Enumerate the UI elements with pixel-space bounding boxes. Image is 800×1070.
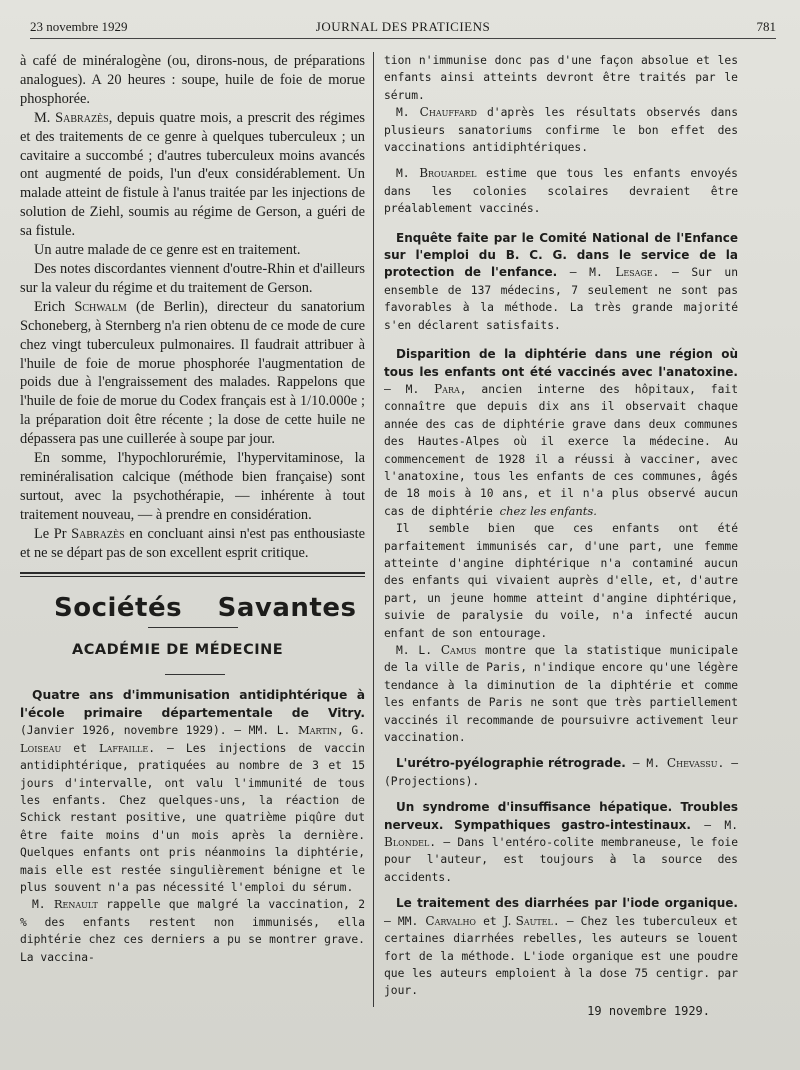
spacer: [384, 218, 738, 230]
author-name: Sabrazès: [55, 109, 109, 126]
spacer: [384, 334, 738, 346]
header-date: 23 novembre 1929: [30, 19, 128, 34]
spacer: [20, 675, 365, 687]
text-segment: et: [61, 741, 99, 755]
article-iode-organique: [384, 895, 738, 999]
paragraph-left-7: [20, 525, 365, 563]
paragraph-left-3: Un autre malade de ce genre est en traitement.: [34, 242, 301, 259]
spacer: [384, 790, 738, 799]
text-segment: — M.: [625, 757, 667, 771]
article-title: Disparition de la diphtérie dans une région où tous les enfants ont été vaccinés avec l'anatoxine.: [384, 347, 738, 379]
author-name: Chauffard: [419, 105, 477, 120]
article-title: Quatre ans d'immunisation antidiphtérique à l'école primaire départementale de Vitry.: [20, 688, 365, 720]
paragraph-immunises: Il semble bien que ces enfants ont été parfaitement immunisés car, d'une part, une femme atteinte d'angine diphtérique n'a contaminé aucun des enfants qui vivaient auprès d'elle, et, d'autre part, un jeune homme atteint d'angine diphtérique, suivie de paralysie du voile, n'a infecté aucun enfant de son entourage.: [384, 522, 738, 640]
article-title: Le traitement des diarrhées par l'iode organique.: [396, 896, 738, 911]
spacer: [384, 746, 738, 755]
text-prefix: Erich: [34, 298, 75, 315]
article-renault: [20, 896, 365, 966]
text-body: en concluant ainsi n'est pas enthousiaste et ne se départ pas de son excellent esprit critique.: [20, 525, 365, 561]
page-header: [30, 16, 776, 39]
text-body: estime que tous les enfants envoyés dans les colonies scolaires devraient être préalablement vaccinés.: [384, 167, 738, 216]
text-prefix: M.: [34, 109, 56, 126]
journal-title: JOURNAL DES PRATICIENS: [315, 19, 491, 34]
text-prefix: M.: [396, 106, 420, 120]
author-name: Chevassu: [666, 756, 718, 771]
text-body: . — Dans l'entéro-colite membraneuse, le foie pour l'auteur, est toujours à la source des accidents.: [384, 836, 738, 884]
text-prefix: M.: [32, 898, 54, 912]
text-prefix: Le Pr: [34, 525, 72, 542]
spacer: [384, 886, 738, 895]
author-name: Lesage: [615, 265, 653, 280]
text-body: (de Berlin), directeur du sanatorium Schoneberg, à Sternberg n'a rien obtenu de ce mode de cure chez vingt tuberculeux pulmonaires. Il faudrait attribuer à l'huile de foie de morue phosphorée l'augmentation de poids due à l'engraissement des malades. Rappelons que l'huile de foie de morue du Codex français est à 1/10.000e ; la préparation doit être récente ; la dose de cette huile ne dépassera pas une cuillerée à soupe par jour.: [20, 298, 365, 448]
text-prefix: M.: [396, 167, 420, 181]
section-separator: [20, 572, 365, 577]
spacer: [384, 156, 738, 165]
paragraph-right-1: tion n'immunise donc pas d'une façon absolue et les enfants ainsi atteints devront être traités par le sérum.: [384, 54, 738, 102]
article-bcg-enquete: [384, 230, 738, 334]
author-name: Blondel: [384, 835, 430, 850]
article-uretro-pyelographie: [384, 755, 738, 790]
author-name: J. Sautel: [503, 913, 553, 928]
subsection-title: ACADÉMIE DE MÉDECINE: [72, 642, 284, 659]
text-body: . — Sur un ensemble de 137 médecins, 7 seulement ne sont pas favorables à la méthode. La très grande majorité s'en déclarent satisfaits.: [384, 266, 739, 332]
article-diphterie-disparition: [384, 346, 738, 520]
text-body: montre que la statistique municipale de la ville de Paris, n'indique encore qu'une légère tendance à la diminution de la diphtérie et comme les enfants de Paris ne sont que très partiellement vaccinés il recommande de poursuivre activement leur vaccination.: [384, 644, 738, 745]
text-segment: — M.: [557, 266, 616, 280]
author-name: Para: [434, 381, 460, 396]
text-segment: (Janvier 1926, novembre 1929). — MM. L.: [20, 724, 298, 738]
text-segment: , G.: [336, 724, 365, 738]
author-name: Laffaille: [98, 740, 149, 755]
text-body: , ancien interne des hôpitaux, fait connaître que depuis dix ans il observait chaque année des cas de diphtérie grave dans deux communes des Hautes-Alpes où il exerce la médecine. Au commencement de 1928 il a réussi à vacciner, avec l'anatoxine, tous les enfants de ces communes, âgés de 18 mois à 10 ans, et il n'a plus observé aucun cas de diphtérie: [384, 382, 738, 518]
title-underline: [148, 627, 238, 628]
article-title: Enquête faite par le Comité National de l'Enfance sur l'emploi du B. C. G. dans le service de la protection de l'enfance.: [384, 230, 738, 280]
author-name: Sabrazès: [71, 525, 125, 542]
paragraph-chauffard: [384, 104, 738, 156]
column-divider: [373, 52, 374, 1007]
author-name: Loiseau: [20, 740, 62, 755]
author-name: Brouardel: [419, 166, 477, 181]
text-body: d'après les résultats observés dans plusieurs sanatoriums confirme le bon effet des vaccinations antidiphtériques.: [384, 106, 739, 155]
separator-thin-line: [20, 576, 365, 577]
text-body: . — Les injections de vaccin antidiphtérique, pratiquées au nombre de 3 et 15 jours d'intervalle, ont valu l'immunité de tous les enfants. Chez quelques-uns, la réaction de Schick restant positive, une quatrième piqûre dut être faite moins d'un mois après la dernière. Quelques enfants ont pris néanmoins la diphtérie, mais elle est restée singulièrement bénigne et le plus souvent n'a pas nécessité l'emploi du sérum.: [20, 741, 365, 894]
paragraph-left-4: Des notes discordantes viennent d'outre-Rhin et d'ailleurs sur la valeur du régime et du traitement de Gerson.: [20, 260, 365, 296]
text-segment: et: [475, 914, 504, 928]
italic-text: chez les enfants.: [499, 503, 597, 518]
author-name: Martin: [298, 723, 337, 738]
paragraph-left-6: En somme, l'hypochlorurémie, l'hypervitaminose, la reminéralisation calcique (méthode bien française) sont surtout, avec la psychothérapie, — inhérente à tout traitement nouveau, — à prendre en considération.: [20, 450, 365, 523]
text-body: . — Chez les tuberculeux et certaines diarrhées rebelles, les auteurs se louent fort de la méthode. L'iode organique est une poudre que les auteurs emploient à la dose 75 centigr. par jour.: [384, 914, 738, 998]
author-name: Schwalm: [74, 298, 127, 315]
author-name: Renault: [53, 897, 98, 912]
separator-thick-line: [20, 572, 365, 574]
author-name: Carvalho: [425, 913, 476, 928]
text-body: rappelle que malgré la vaccination, 2 % des enfants restent non immunisés, ella diphtérie chez ces derniers a pu se montrer grave. La vaccina-: [20, 898, 366, 964]
text-body: . — (Projections).: [384, 757, 738, 788]
paragraph-left-2: [20, 109, 365, 241]
article-insuffisance-hepatique: [384, 799, 738, 886]
article-vitry: [20, 687, 365, 896]
paragraph-left-1: à café de minéralogène (ou, dirons-nous, de préparations analogues). A 20 heures : soupe, huile de foie de morue phosphorée.: [20, 53, 365, 107]
paragraph-camus: [384, 642, 738, 746]
left-column: [20, 52, 365, 966]
right-column: [384, 52, 738, 1018]
paragraph-brouardel: [384, 165, 738, 217]
signoff-date: 19 novembre 1929.: [587, 1003, 710, 1018]
article-title: L'urétro-pyélographie rétrograde.: [396, 756, 626, 771]
text-body: , depuis quatre mois, a prescrit des régimes et des traitements de ce genre à quelques tuberculeux ; un cavitaire a succombé ; d'autres tuberculeux moins avancés ont augmenté de poids, l'un d'eux considérablement. Un malade atteint de fistule à l'anus traitée par les injections de solution de Ziehl, soumis au régime de Gerson, a guéri de sa fistule.: [20, 109, 365, 240]
page-number: 781: [756, 19, 776, 34]
text-prefix: M. L.: [396, 644, 441, 657]
paragraph-left-5: [20, 298, 365, 449]
text-segment: — M.: [690, 818, 738, 832]
author-name: Camus: [440, 643, 477, 657]
section-title: Sociétés Savantes: [54, 593, 357, 624]
text-segment: — M.: [384, 382, 435, 396]
text-segment: — MM.: [384, 914, 426, 928]
article-title: Un syndrome d'insuffisance hépatique. Troubles nerveux. Sympathiques gastro-intestinaux.: [384, 800, 738, 832]
